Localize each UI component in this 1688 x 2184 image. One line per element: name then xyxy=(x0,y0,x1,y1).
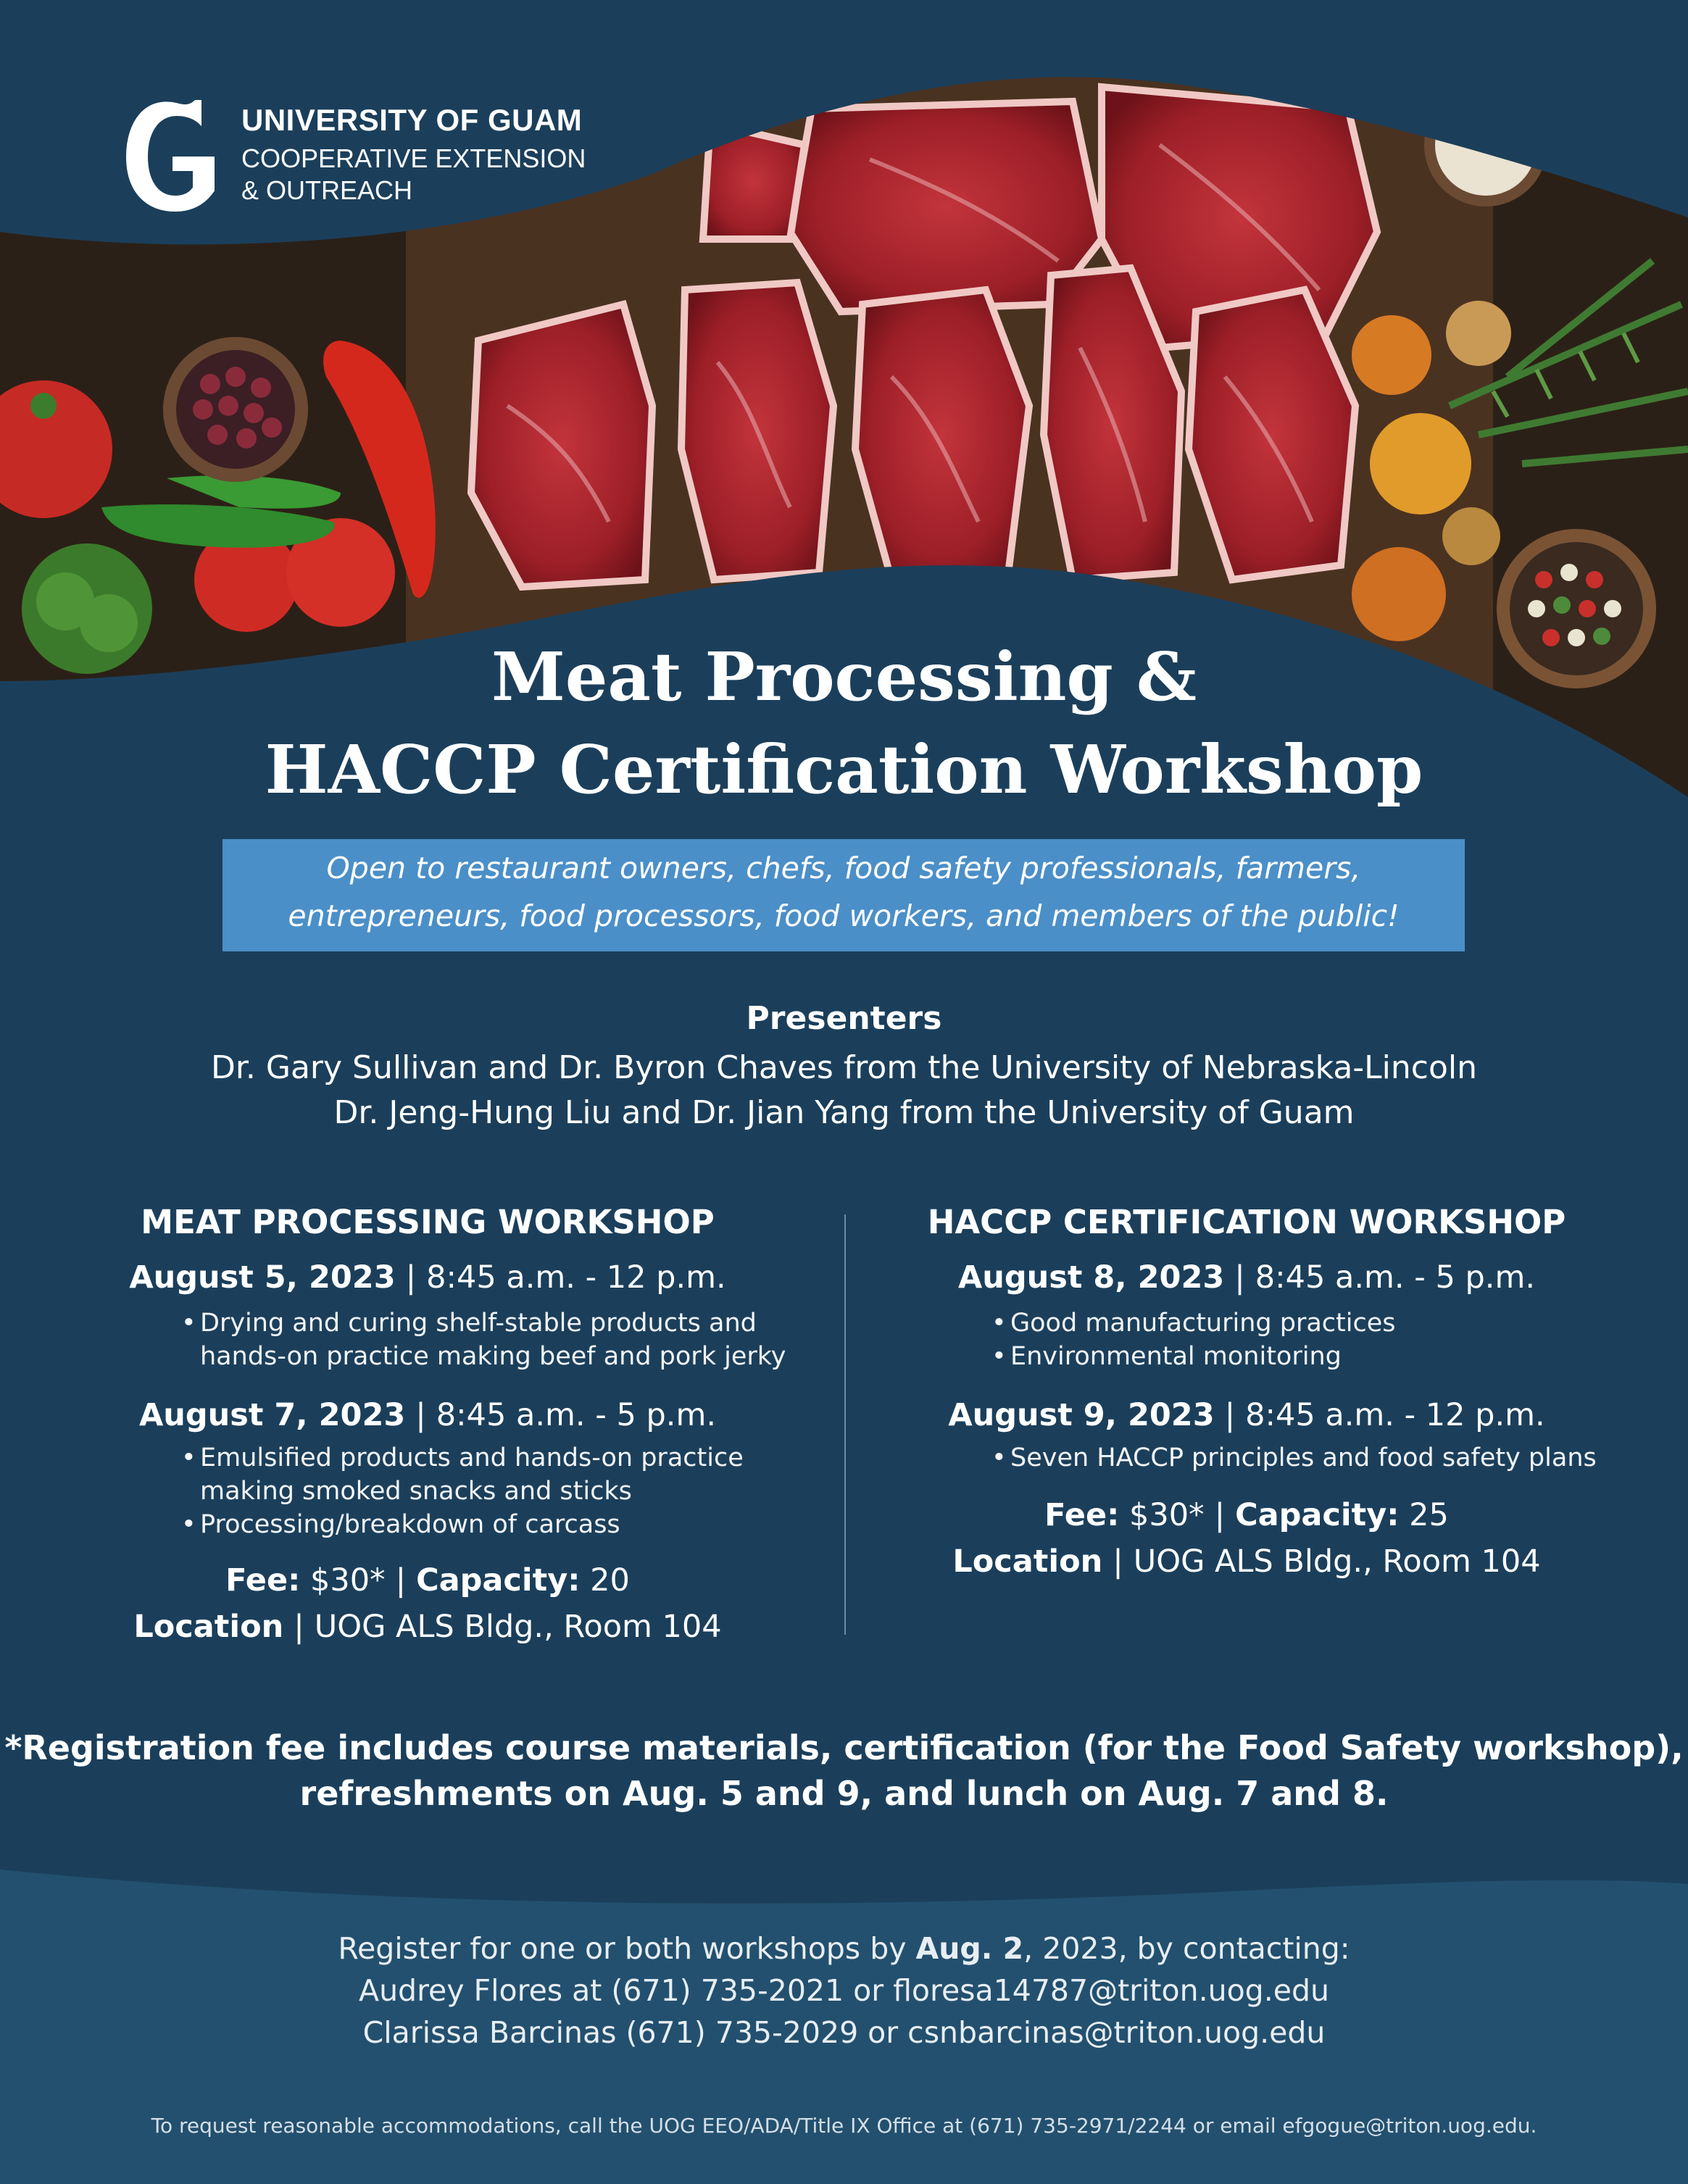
haccp-session2-date: August 9, 2023 xyxy=(948,1397,1215,1433)
page-title-line1: Meat Processing & xyxy=(491,638,1197,716)
meat-session2-bullet1-cont: making smoked snacks and sticks xyxy=(200,1477,632,1506)
presenters-line2: Dr. Jeng-Hung Liu and Dr. Jian Yang from the University of Guam xyxy=(333,1094,1355,1131)
meat-workshop-title: MEAT PROCESSING WORKSHOP xyxy=(141,1203,715,1241)
logo-department-line2: & OUTREACH xyxy=(241,175,413,205)
haccp-session2-bullet1: • Seven HACCP principles and food safety plans xyxy=(991,1443,1597,1472)
audience-line1: Open to restaurant owners, chefs, food safety professionals, farmers, xyxy=(326,851,1361,885)
meat-session1-header xyxy=(36,1259,819,1296)
separator: | xyxy=(1224,1397,1236,1433)
logo-department-line1: COOPERATIVE EXTENSION xyxy=(241,143,586,173)
meat-session1-bullet1-cont: hands-on practice making beef and pork jerky xyxy=(200,1342,786,1371)
logo-university-name: UNIVERSITY OF GUAM xyxy=(241,103,583,137)
meat-session1-bullet1: • Drying and curing shelf-stable products and xyxy=(181,1309,757,1338)
column-divider xyxy=(844,1214,846,1635)
haccp-session2-time: 8:45 a.m. - 12 p.m. xyxy=(1245,1397,1545,1433)
registration-contact2: Clarissa Barcinas (671) 735-2029 or csnbarcinas@triton.uog.edu xyxy=(362,2015,1326,2050)
meat-session2-date: August 7, 2023 xyxy=(138,1397,406,1433)
separator: | xyxy=(395,1562,407,1599)
separator: | xyxy=(294,1609,304,1645)
meat-session2-time: 8:45 a.m. - 5 p.m. xyxy=(436,1397,716,1433)
separator: | xyxy=(405,1259,417,1296)
meat-location: Location | UOG ALS Bldg., Room 104 xyxy=(133,1609,722,1645)
bullet-icon: • xyxy=(181,1443,196,1472)
audience-line2: entrepreneurs, food processors, food workers, and members of the public! xyxy=(288,899,1400,933)
haccp-session1-date: August 8, 2023 xyxy=(957,1259,1225,1296)
registration-deadline: Aug. 2 xyxy=(915,1931,1024,1966)
separator: | xyxy=(1234,1259,1245,1296)
haccp-session1-time: 8:45 a.m. - 5 p.m. xyxy=(1255,1259,1535,1296)
haccp-fee: $30* xyxy=(1128,1497,1205,1533)
uog-logo xyxy=(122,93,629,216)
meat-session2-header xyxy=(36,1397,819,1433)
accommodations-notice: To request reasonable accommodations, call the UOG EEO/ADA/Title IX Office at (671) 735-2971/2244 or email efgogue@triton.uog.edu. xyxy=(151,2114,1537,2138)
haccp-workshop-title: HACCP CERTIFICATION WORKSHOP xyxy=(927,1203,1566,1241)
haccp-fee-capacity: Fee: $30* | Capacity: 25 xyxy=(1044,1497,1449,1533)
meat-session1-date: August 5, 2023 xyxy=(129,1259,396,1296)
haccp-location: Location | UOG ALS Bldg., Room 104 xyxy=(952,1543,1541,1580)
fee-note-line2: refreshments on Aug. 5 and 9, and lunch on Aug. 7 and 8. xyxy=(299,1774,1389,1813)
meat-session2-bullet2: • Processing/breakdown of carcass xyxy=(181,1510,620,1539)
haccp-session1-bullet1: • Good manufacturing practices xyxy=(991,1309,1396,1338)
haccp-session2-header xyxy=(855,1397,1638,1433)
separator: | xyxy=(1214,1497,1226,1533)
haccp-session1-bullet2: • Environmental monitoring xyxy=(991,1342,1342,1371)
bullet-icon: • xyxy=(181,1309,196,1338)
meat-fee-capacity: Fee: $30* | Capacity: 20 xyxy=(225,1562,630,1599)
bullet-icon: • xyxy=(991,1342,1007,1371)
separator: | xyxy=(415,1397,426,1433)
bullet-icon: • xyxy=(181,1510,196,1539)
bullet-icon: • xyxy=(991,1309,1007,1338)
meat-session2-bullet1: • Emulsified products and hands-on practice xyxy=(181,1443,744,1472)
page-title-line2: HACCP Certification Workshop xyxy=(265,730,1423,809)
audience-banner xyxy=(223,839,1465,951)
fee-note-line1: *Registration fee includes course materials, certification (for the Food Safety workshop), xyxy=(4,1728,1684,1767)
meat-fee: $30* xyxy=(309,1562,386,1599)
registration-contact1: Audrey Flores at (671) 735-2021 or floresa14787@triton.uog.edu xyxy=(359,1973,1329,2008)
registration-line1: Register for one or both workshops by Aug. 2, 2023, by contacting: xyxy=(338,1931,1350,1966)
haccp-capacity: 25 xyxy=(1409,1497,1449,1533)
meat-capacity: 20 xyxy=(590,1562,630,1599)
separator: | xyxy=(1113,1543,1123,1580)
haccp-session1-header xyxy=(855,1259,1638,1296)
uog-g-logo-icon xyxy=(122,93,223,216)
presenters-line1: Dr. Gary Sullivan and Dr. Byron Chaves from the University of Nebraska-Lincoln xyxy=(210,1049,1478,1086)
meat-session1-time: 8:45 a.m. - 12 p.m. xyxy=(426,1259,726,1296)
presenters-heading: Presenters xyxy=(746,1000,942,1037)
bullet-icon: • xyxy=(991,1443,1007,1472)
